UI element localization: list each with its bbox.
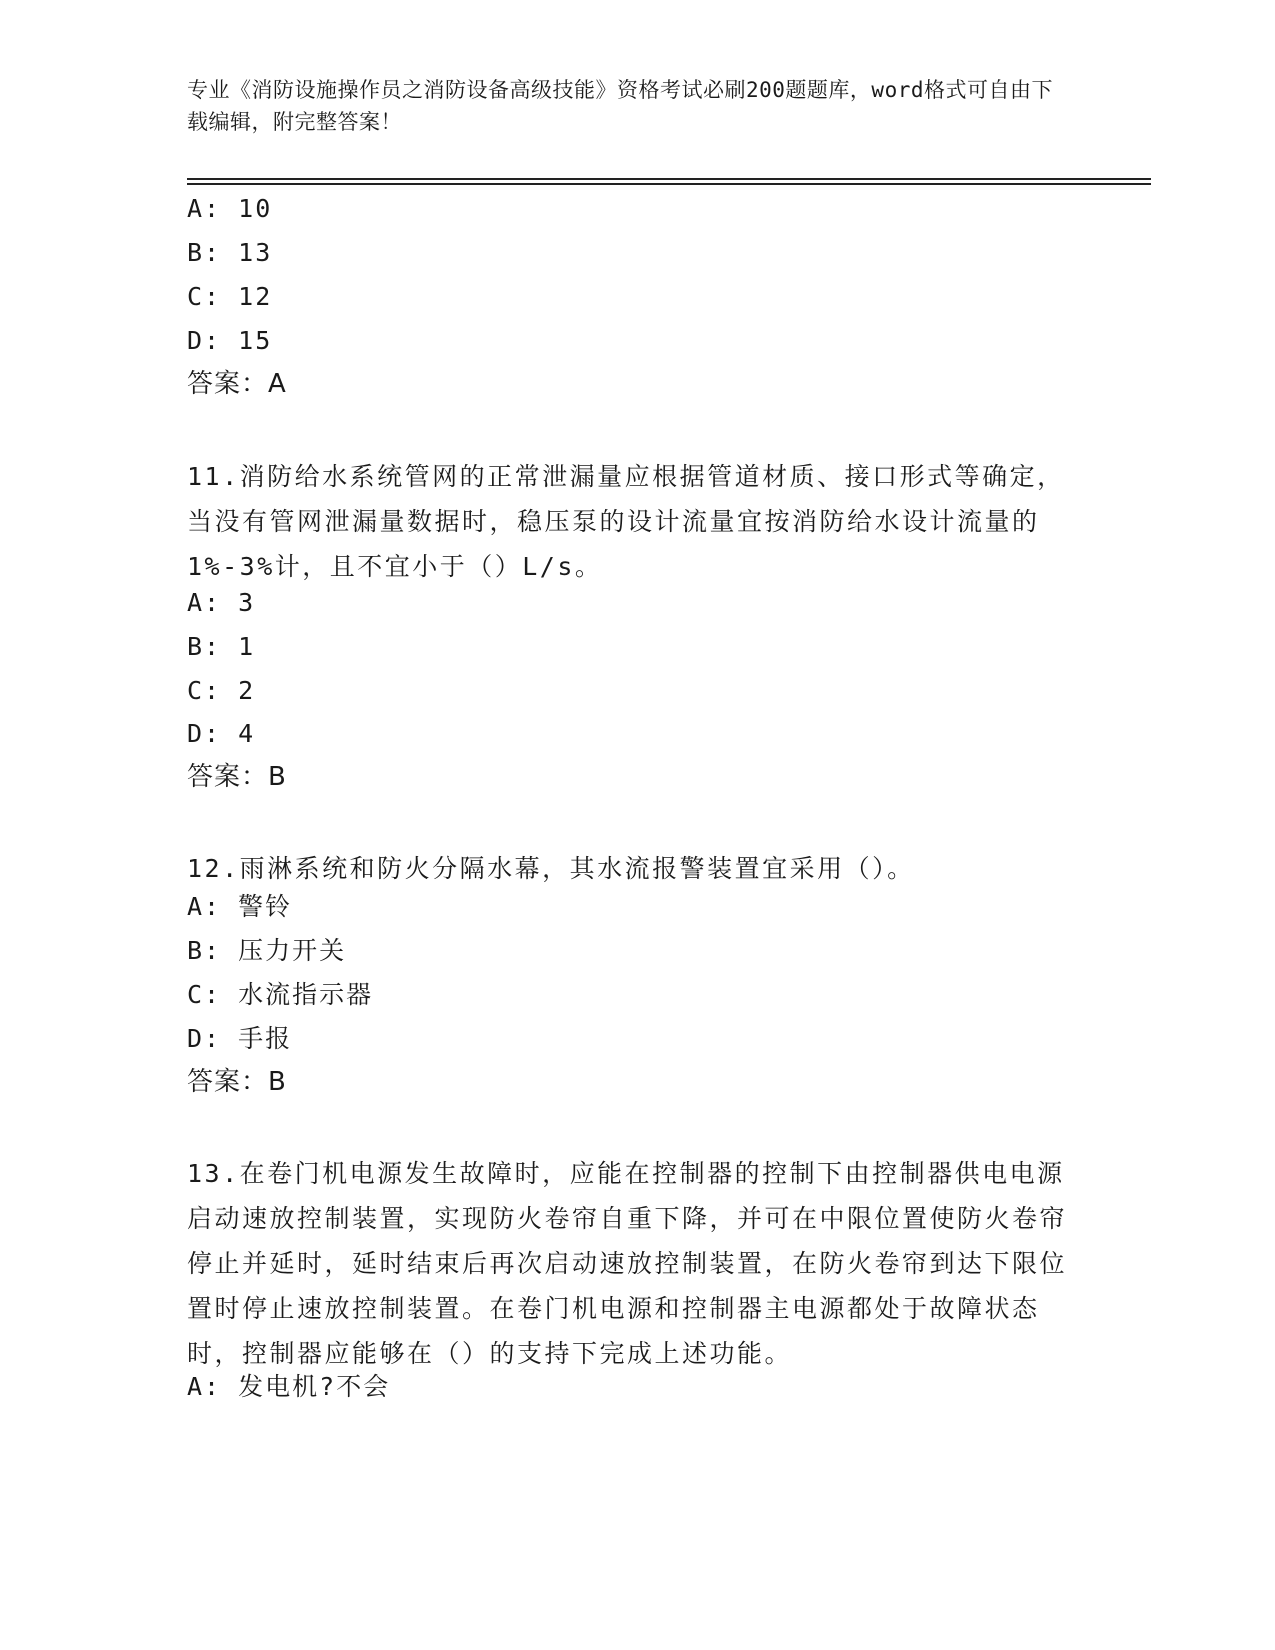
q10-option-a: A: 10 bbox=[187, 194, 273, 223]
q10-option-b: B: 13 bbox=[187, 238, 273, 267]
q11-option-a: A: 3 bbox=[187, 588, 256, 617]
header-rule-top bbox=[187, 178, 1151, 180]
q12-option-b: B: 压力开关 bbox=[187, 936, 347, 965]
q13-option-a: A: 发电机?不会 bbox=[187, 1372, 391, 1401]
q11-stem: 11.消防给水系统管网的正常泄漏量应根据管道材质、接口形式等确定，当没有管网泄漏量数据时，稳压泵的设计流量宜按消防给水设计流量的1%-3%计，且不宜小于（）L/s。 bbox=[187, 462, 1065, 581]
q10-option-c: C: 12 bbox=[187, 282, 273, 311]
q12-option-c: C: 水流指示器 bbox=[187, 980, 374, 1009]
header-rule-bottom bbox=[187, 183, 1151, 185]
q10-option-d: D: 15 bbox=[187, 326, 273, 355]
q12-answer: 答案：B bbox=[187, 1067, 287, 1097]
q12-option-d: D: 手报 bbox=[187, 1024, 293, 1053]
q13-stem: 13.在卷门机电源发生故障时，应能在控制器的控制下由控制器供电电源启动速放控制装置，实现防火卷帘自重下降，并可在中限位置使防火卷帘停止并延时，延时结束后再次启动速放控制装置，在防火卷帘到达下限位置时停止速放控制装置。在卷门机电源和控制器主电源都处于故障状态时，控制器应能够在（）的支持下完成上述功能。 bbox=[187, 1159, 1068, 1368]
q10-answer: 答案：A bbox=[187, 369, 287, 399]
q11-answer: 答案：B bbox=[187, 762, 287, 792]
document-header: 专业《消防设施操作员之消防设备高级技能》资格考试必刷200题题库，word格式可自由下载编辑，附完整答案！ bbox=[187, 78, 1053, 134]
q11-option-c: C: 2 bbox=[187, 676, 256, 705]
q12-stem: 12.雨淋系统和防火分隔水幕，其水流报警装置宜采用（）。 bbox=[187, 854, 915, 883]
q11-option-b: B: 1 bbox=[187, 632, 256, 661]
q11-option-d: D: 4 bbox=[187, 719, 256, 748]
q12-option-a: A: 警铃 bbox=[187, 892, 293, 921]
